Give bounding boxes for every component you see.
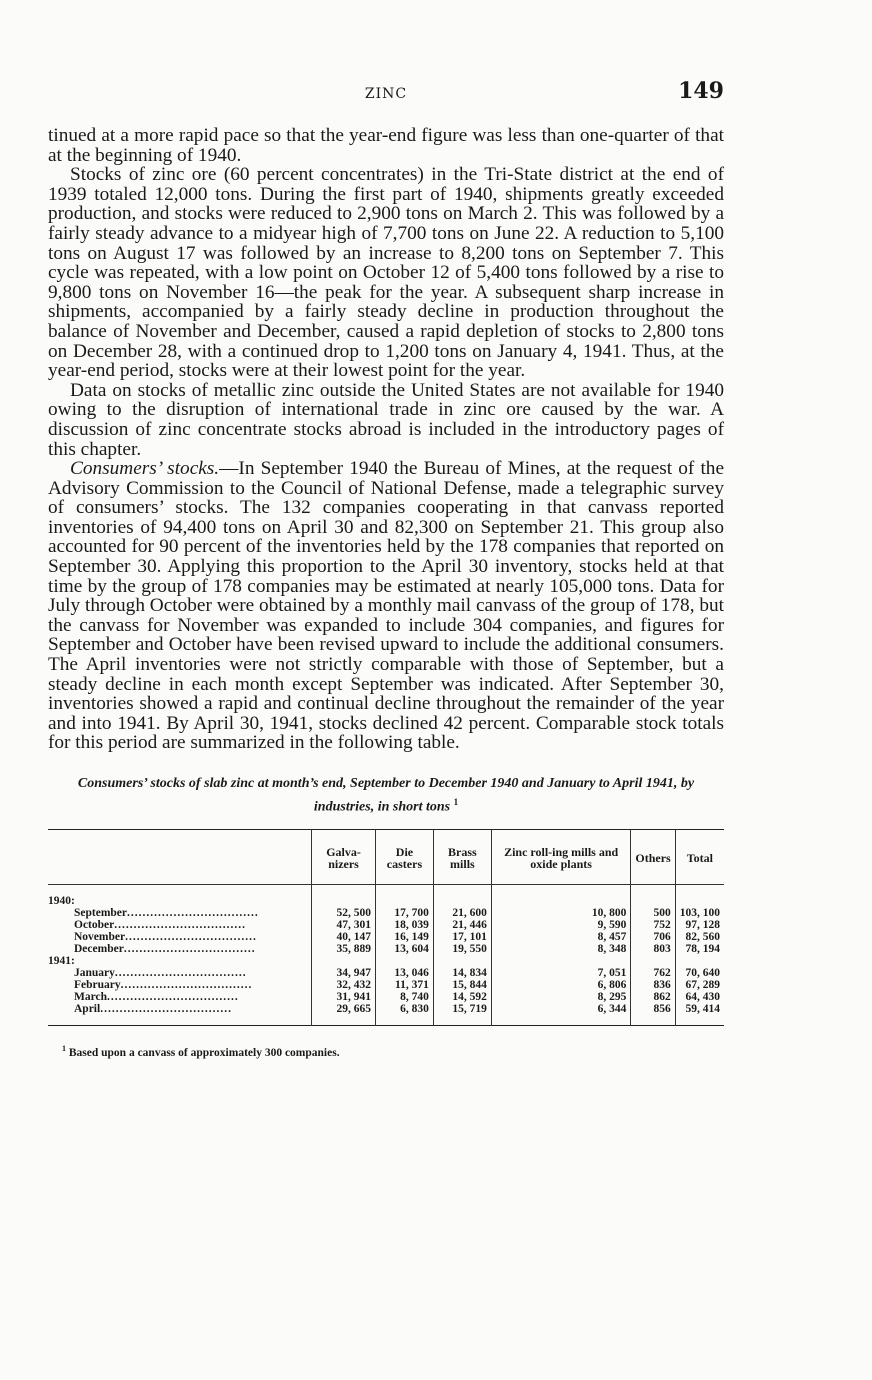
paragraph-lead-in: Consumers’ stocks.: [70, 458, 220, 480]
year-label: 1941:: [48, 954, 75, 967]
table-cell: 14, 834: [433, 967, 491, 979]
table-cell: 9, 590: [491, 919, 630, 931]
column-header: Zinc roll-ing mills and oxide plants: [491, 829, 630, 884]
table-cell: 856: [631, 1003, 675, 1015]
table-row: [48, 907, 724, 919]
table-cell: 32, 432: [312, 979, 376, 991]
table-row: [48, 991, 724, 1003]
table-cell: 59, 414: [675, 1003, 724, 1015]
table-cell: 21, 446: [433, 919, 491, 931]
leader-dots: ..................................: [114, 966, 247, 979]
table-cell: 52, 500: [312, 907, 376, 919]
month-label: November: [74, 930, 126, 943]
table-cell: 752: [631, 919, 675, 931]
month-label: January: [74, 966, 115, 979]
leader-dots: ..................................: [125, 930, 257, 943]
table-cell: 19, 550: [433, 943, 491, 955]
year-row: [48, 955, 724, 967]
table-cell: 21, 600: [433, 907, 491, 919]
table-cell: 14, 592: [433, 991, 491, 1003]
table-cell: 17, 700: [376, 907, 434, 919]
table-cell: 10, 800: [491, 907, 630, 919]
body-text: [48, 126, 724, 753]
table-row: [48, 1003, 724, 1015]
table-cell: 706: [631, 931, 675, 943]
table-cell: 8, 457: [491, 931, 630, 943]
month-label: April: [74, 1002, 101, 1015]
table-body: [48, 884, 724, 1025]
paragraph: Stocks of zinc ore (60 percent concentrates) in the Tri-State district at the end of 1939 totaled 12,000 tons. During the first part of 1940, shipments greatly exceeded production, and stocks were reduced to 2,900 tons on March 2. This was followed by a fairly steady advance to a midyear high of 7,700 tons on June 22. A reduction to 5,100 tons on August 17 was followed by an increase to 8,200 tons on September 7. This cycle was repeated, with a low point on October 12 of 5,400 tons followed by a rise to 9,800 tons on November 16—the peak for the year. A subsequent sharp increase in shipments, accompanied by a fairly steady decline in production throughout the balance of November and December, caused a rapid depletion of stocks to 2,800 tons on December 28, with a continued drop to 1,200 tons on January 4, 1941. Thus, at the year-end period, stocks were at their lowest point for the year.: [48, 164, 724, 382]
table-cell: 500: [631, 907, 675, 919]
table-cell: 8, 740: [376, 991, 434, 1003]
table-cell: 70, 640: [675, 967, 724, 979]
table-caption-text: Consumers’ stocks of slab zinc at month’s end, September to December 1940 and January to April 1941, by industries, in short tons: [77, 776, 695, 815]
leader-dots: ..................................: [123, 942, 256, 955]
table-cell: 8, 348: [491, 943, 630, 955]
table-row: [48, 979, 724, 991]
month-label: February: [74, 978, 121, 991]
table-cell: 47, 301: [312, 919, 376, 931]
table-cell: 762: [631, 967, 675, 979]
table-row: [48, 931, 724, 943]
leader-dots: ..................................: [114, 918, 246, 931]
table-cell: 18, 039: [376, 919, 434, 931]
stocks-table: [48, 829, 724, 1026]
table-cell: 13, 604: [376, 943, 434, 955]
leader-dots: ..................................: [100, 1002, 232, 1015]
table-cell: 13, 046: [376, 967, 434, 979]
leader-dots: ..................................: [120, 978, 253, 991]
table-cell: 7, 051: [491, 967, 630, 979]
column-header: Die casters: [376, 829, 434, 884]
table-cell: 836: [631, 979, 675, 991]
table-cell: 82, 560: [675, 931, 724, 943]
footnote-marker: 1: [62, 1043, 66, 1053]
column-header: Others: [631, 829, 675, 884]
leader-dots: ..................................: [127, 906, 259, 919]
footnote-text: Based upon a canvass of approximately 300 companies.: [68, 1046, 340, 1059]
table-cell: 8, 295: [491, 991, 630, 1003]
document-page: [48, 78, 724, 1058]
running-head-title: ZINC: [364, 86, 408, 102]
table-cell: 40, 147: [312, 931, 376, 943]
column-header-blank: [48, 829, 312, 884]
table-row: [48, 919, 724, 931]
table-row: [48, 943, 724, 955]
year-label: 1940:: [48, 894, 75, 907]
table-cell: 97, 128: [675, 919, 724, 931]
table-cell: 6, 344: [491, 1003, 630, 1015]
table-cell: 35, 889: [312, 943, 376, 955]
table-cell: 67, 289: [675, 979, 724, 991]
table-cell: 15, 844: [433, 979, 491, 991]
table-row: [48, 967, 724, 979]
paragraph: tinued at a more rapid pace so that the year-end figure was less than one-quarter of that at the beginning of 1940.: [48, 125, 724, 166]
month-label: October: [74, 918, 115, 931]
table-header-row: [48, 829, 724, 884]
table-cell: 34, 947: [312, 967, 376, 979]
table-cell: 16, 149: [376, 931, 434, 943]
paragraph-text: —In September 1940 the Bureau of Mines, at the request of the Advisory Commission to the Council of National Defense, made a telegraphic survey of consumers’ stocks. The 132 companies cooperating in that canvass reported inventories of 94,400 tons on April 30 and 82,300 on September 21. This group also accounted for 90 percent of the inventories held by the 178 companies that reported on September 30. Applying this proportion to the April 30 inventory, stocks held at that time by the group of 178 companies may be estimated at nearly 105,000 tons. Data for July through October were obtained by a monthly mail canvass of the group of 178, but the canvass for November was expanded to include 304 companies, and figures for September and October have been revised upward to include the additional consumers. The April inventories were not strictly comparable with those of September, but a steady decline in each month except September was indicated. After September 30, inventories showed a rapid and continual decline throughout the remainder of the year and into 1941. By April 30, 1941, stocks declined 42 percent. Comparable stock totals for this period are summarized in the following table.: [48, 458, 725, 754]
table-cell: 15, 719: [433, 1003, 491, 1015]
month-label: March: [74, 990, 108, 1003]
table-cell: 31, 941: [312, 991, 376, 1003]
table-cell: 17, 101: [433, 931, 491, 943]
spacer-row: [48, 1015, 724, 1026]
table-cell: 78, 194: [675, 943, 724, 955]
leader-dots: ..................................: [107, 990, 239, 1003]
running-head: [48, 78, 724, 108]
year-row: [48, 895, 724, 907]
column-header: Brass mills: [433, 829, 491, 884]
table-cell: 6, 830: [376, 1003, 434, 1015]
table-cell: 103, 100: [675, 907, 724, 919]
paragraph: [48, 459, 724, 753]
table-cell: 6, 806: [491, 979, 630, 991]
month-label: September: [74, 906, 128, 919]
table-caption: [48, 775, 724, 817]
month-label: December: [74, 942, 124, 955]
table-cell: 862: [631, 991, 675, 1003]
footnote: [48, 1044, 724, 1059]
table-cell: 11, 371: [376, 979, 434, 991]
footnote-ref: 1: [453, 797, 459, 807]
spacer-row: [48, 884, 724, 895]
column-header: Galva-nizers: [312, 829, 376, 884]
table-cell: 803: [631, 943, 675, 955]
column-header: Total: [675, 829, 724, 884]
page-number: 149: [678, 78, 724, 104]
table-cell: 29, 665: [312, 1003, 376, 1015]
table-cell: 64, 430: [675, 991, 724, 1003]
paragraph: Data on stocks of metallic zinc outside the United States are not available for 1940 owing to the disruption of international trade in zinc ore caused by the war. A discussion of zinc concentrate stocks abroad is included in the introductory pages of this chapter.: [48, 379, 724, 460]
